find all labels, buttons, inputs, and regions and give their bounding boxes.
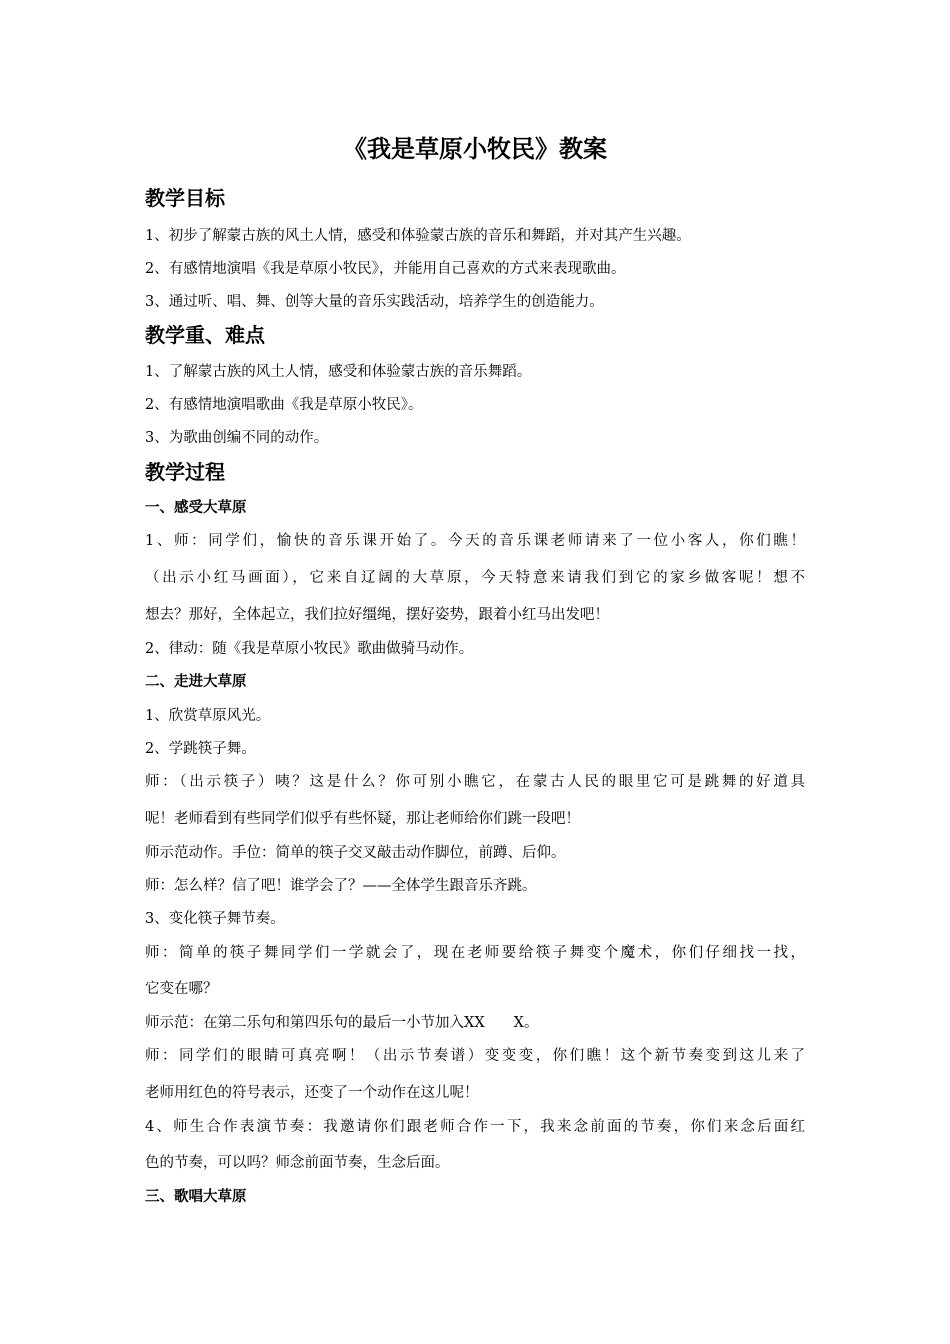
paragraph-line: 2、律动：随《我是草原小牧民》歌曲做骑马动作。 (145, 641, 474, 657)
paragraph-line: 呢！老师看到有些同学们似乎有些怀疑，那让老师给你们跳一段吧！ (145, 811, 580, 827)
paragraph-line: 师示范：在第二乐句和第四乐句的最后一小节加入XX X。 (145, 1015, 539, 1031)
paragraph-line: 1、欣赏草原风光。 (145, 708, 271, 724)
goal-item: 1、初步了解蒙古族的风土人情，感受和体验蒙古族的音乐和舞蹈，并对其产生兴趣。 (145, 228, 691, 244)
section-heading-process: 教学过程 (145, 460, 225, 484)
subsection-heading-part1: 一、感受大草原 (145, 500, 247, 516)
paragraph-line: （出示小红马画面），它来自辽阔的大草原，今天特意来请我们到它的家乡做客呢！想不 (145, 570, 805, 586)
document-title: 《我是草原小牧民》教案 (343, 135, 607, 163)
paragraph-line: 师：（出示筷子）咦？这是什么？你可别小瞧它，在蒙古人民的眼里它可是跳舞的好道具 (145, 774, 805, 790)
goal-item: 3、通过听、唱、舞、创等大量的音乐实践活动，培养学生的创造能力。 (145, 294, 604, 310)
paragraph-line: 色的节奏，可以吗？师念前面节奏，生念后面。 (145, 1155, 450, 1171)
paragraph-line: 师：同学们的眼睛可真亮啊！（出示节奏谱）变变变，你们瞧！这个新节奏变到这儿来了 (145, 1048, 805, 1064)
subsection-heading-part3: 三、歌唱大草原 (145, 1189, 247, 1205)
paragraph-line: 1、师：同学们，愉快的音乐课开始了。今天的音乐课老师请来了一位小客人，你们瞧！ (145, 533, 805, 549)
key-point-item: 2、有感情地演唱歌曲《我是草原小牧民》。 (145, 397, 423, 413)
key-point-item: 3、为歌曲创编不同的动作。 (145, 430, 329, 446)
section-heading-key-points: 教学重、难点 (145, 323, 265, 347)
paragraph-line: 师示范动作。手位：简单的筷子交叉敲击动作脚位，前蹲、后仰。 (145, 845, 566, 861)
paragraph-line: 想去？那好，全体起立，我们拉好缰绳，摆好姿势，跟着小红马出发吧！ (145, 607, 609, 623)
paragraph-line: 师：怎么样？信了吧！谁学会了？——全体学生跟音乐齐跳。 (145, 878, 537, 894)
subsection-heading-part2: 二、走进大草原 (145, 674, 247, 690)
key-point-item: 1、了解蒙古族的风土人情，感受和体验蒙古族的音乐舞蹈。 (145, 364, 532, 380)
section-heading-goals: 教学目标 (145, 186, 225, 210)
paragraph-line: 4、师生合作表演节奏：我邀请你们跟老师合作一下，我来念前面的节奏，你们来念后面红 (145, 1119, 805, 1135)
paragraph-line: 3、变化筷子舞节奏。 (145, 911, 285, 927)
paragraph-line: 老师用红色的符号表示，还变了一个动作在这儿呢！ (145, 1085, 479, 1101)
paragraph-line: 2、学跳筷子舞。 (145, 741, 256, 757)
goal-item: 2、有感情地演唱《我是草原小牧民》，并能用自己喜欢的方式来表现歌曲。 (145, 261, 626, 277)
paragraph-line: 它变在哪？ (145, 981, 218, 997)
paragraph-line: 师：简单的筷子舞同学们一学就会了，现在老师要给筷子舞变个魔术，你们仔细找一找， (145, 945, 805, 961)
